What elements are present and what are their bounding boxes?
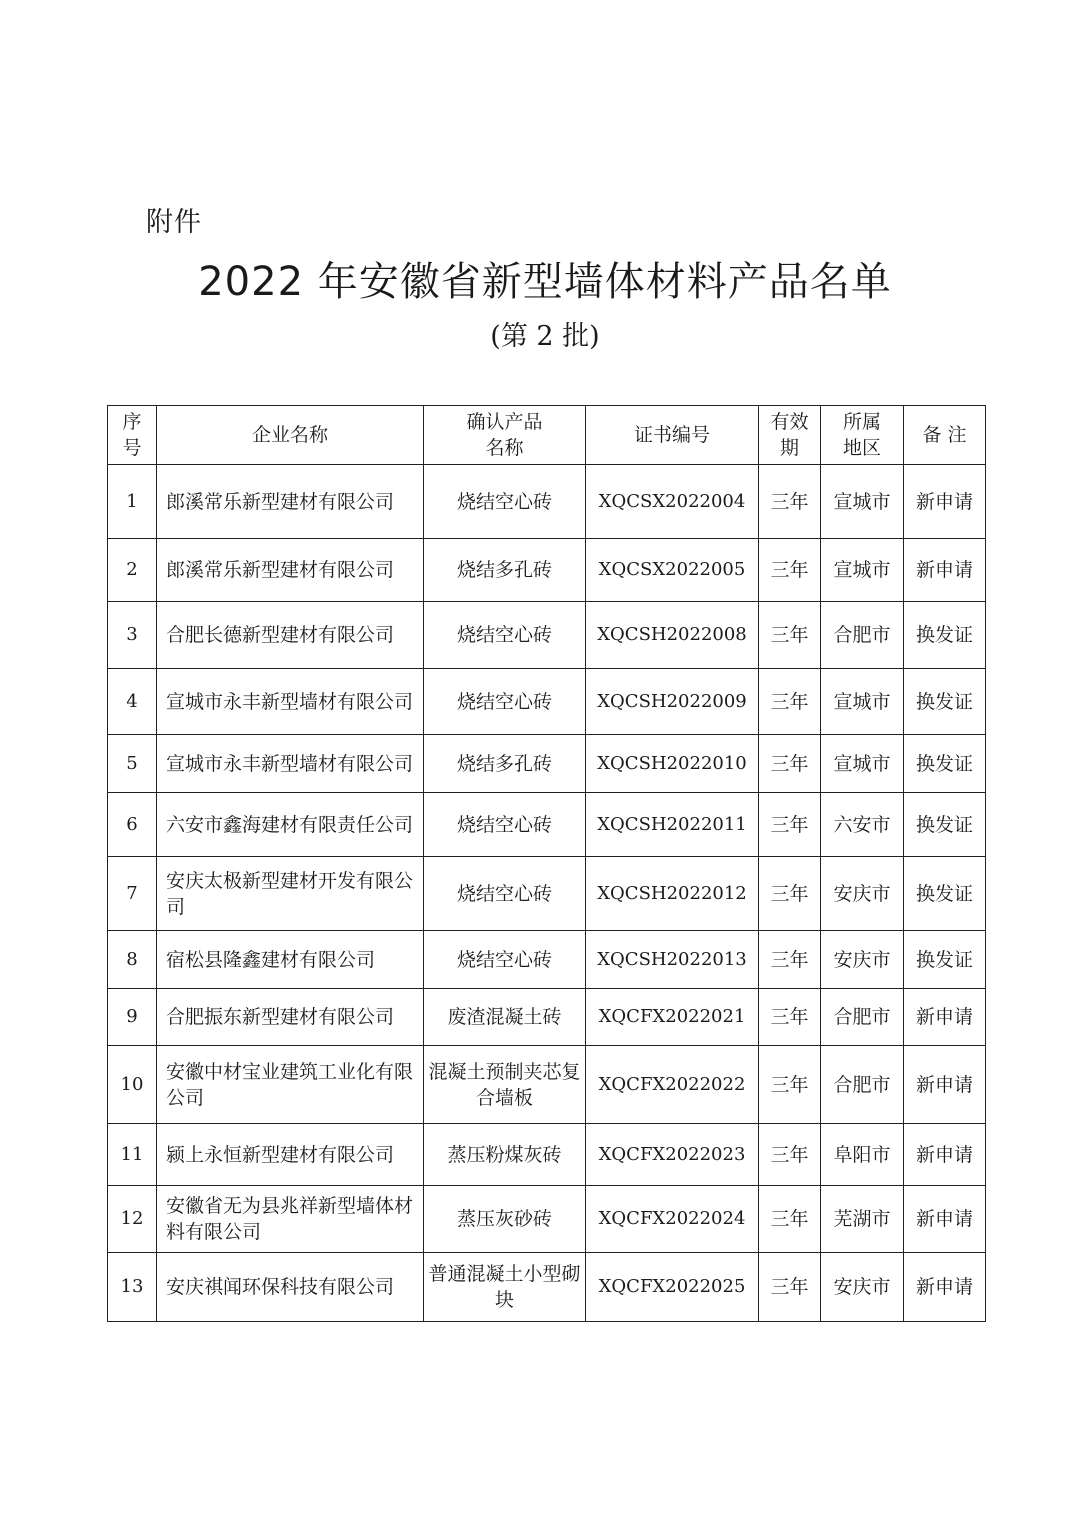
row-number: 9 xyxy=(108,989,157,1046)
table-row xyxy=(108,1124,986,1186)
product-name: 烧结空心砖 xyxy=(424,465,586,539)
product-name: 废渣混凝土砖 xyxy=(424,989,586,1046)
remark: 换发证 xyxy=(904,793,986,857)
validity-period: 三年 xyxy=(759,1186,821,1253)
validity-period: 三年 xyxy=(759,539,821,602)
certificate-number: XQCSH2022010 xyxy=(586,735,759,793)
validity-period: 三年 xyxy=(759,989,821,1046)
header-text: 有效 xyxy=(770,411,809,433)
company-name: 郎溪常乐新型建材有限公司 xyxy=(157,539,424,602)
row-number: 7 xyxy=(108,857,157,931)
validity-period: 三年 xyxy=(759,669,821,735)
row-number: 2 xyxy=(108,539,157,602)
table-row xyxy=(108,931,986,989)
region-name: 合肥市 xyxy=(821,602,904,669)
certificate-number: XQCSH2022013 xyxy=(586,931,759,989)
product-name: 烧结空心砖 xyxy=(424,931,586,989)
certificate-number: XQCSH2022008 xyxy=(586,602,759,669)
company-name: 安徽省无为县兆祥新型墙体材料有限公司 xyxy=(157,1186,424,1253)
region-name: 宣城市 xyxy=(821,539,904,602)
certificate-number: XQCFX2022021 xyxy=(586,989,759,1046)
region-name: 合肥市 xyxy=(821,1046,904,1124)
certificate-number: XQCFX2022022 xyxy=(586,1046,759,1124)
header-text: 所属 xyxy=(842,411,881,433)
region-name: 宣城市 xyxy=(821,465,904,539)
header-text: 序 xyxy=(122,411,142,433)
validity-period: 三年 xyxy=(759,793,821,857)
row-number: 11 xyxy=(108,1124,157,1186)
table-row xyxy=(108,669,986,735)
remark: 换发证 xyxy=(904,602,986,669)
remark: 换发证 xyxy=(904,931,986,989)
col-header-cert xyxy=(586,406,759,465)
col-header-validity xyxy=(759,406,821,465)
certificate-number: XQCSH2022011 xyxy=(586,793,759,857)
remark: 新申请 xyxy=(904,1124,986,1186)
col-header-no xyxy=(108,406,157,465)
region-name: 安庆市 xyxy=(821,1253,904,1322)
product-name: 混凝土预制夹芯复合墙板 xyxy=(424,1046,586,1124)
header-text: 号 xyxy=(122,437,142,459)
validity-period: 三年 xyxy=(759,465,821,539)
table-row xyxy=(108,465,986,539)
company-name: 宿松县隆鑫建材有限公司 xyxy=(157,931,424,989)
table-row xyxy=(108,793,986,857)
col-header-product xyxy=(424,406,586,465)
attachment-label: 附件 xyxy=(146,207,202,238)
company-name: 合肥振东新型建材有限公司 xyxy=(157,989,424,1046)
table-row xyxy=(108,539,986,602)
remark: 换发证 xyxy=(904,669,986,735)
certificate-number: XQCFX2022025 xyxy=(586,1253,759,1322)
header-text: 证书编号 xyxy=(633,424,710,446)
row-number: 1 xyxy=(108,465,157,539)
header-text: 地区 xyxy=(842,437,881,459)
remark: 新申请 xyxy=(904,539,986,602)
row-number: 12 xyxy=(108,1186,157,1253)
company-name: 宣城市永丰新型墙材有限公司 xyxy=(157,735,424,793)
remark: 新申请 xyxy=(904,989,986,1046)
remark: 新申请 xyxy=(904,465,986,539)
certificate-number: XQCSX2022005 xyxy=(586,539,759,602)
company-name: 安徽中材宝业建筑工业化有限公司 xyxy=(157,1046,424,1124)
header-text: 备 注 xyxy=(922,424,967,446)
region-name: 阜阳市 xyxy=(821,1124,904,1186)
company-name: 郎溪常乐新型建材有限公司 xyxy=(157,465,424,539)
region-name: 安庆市 xyxy=(821,857,904,931)
header-text: 期 xyxy=(779,437,799,459)
table-row xyxy=(108,1046,986,1124)
table-row xyxy=(108,1253,986,1322)
certificate-number: XQCSH2022009 xyxy=(586,669,759,735)
product-name: 烧结空心砖 xyxy=(424,669,586,735)
table-header-row xyxy=(108,406,986,465)
company-name: 安庆太极新型建材开发有限公司 xyxy=(157,857,424,931)
header-text: 确认产品 xyxy=(466,411,543,433)
row-number: 6 xyxy=(108,793,157,857)
region-name: 合肥市 xyxy=(821,989,904,1046)
remark: 新申请 xyxy=(904,1046,986,1124)
table-row xyxy=(108,989,986,1046)
company-name: 宣城市永丰新型墙材有限公司 xyxy=(157,669,424,735)
company-name: 颍上永恒新型建材有限公司 xyxy=(157,1124,424,1186)
header-text: 企业名称 xyxy=(251,424,328,446)
table-row xyxy=(108,1186,986,1253)
region-name: 宣城市 xyxy=(821,735,904,793)
validity-period: 三年 xyxy=(759,1046,821,1124)
region-name: 安庆市 xyxy=(821,931,904,989)
product-name: 普通混凝土小型砌块 xyxy=(424,1253,586,1322)
col-header-note xyxy=(904,406,986,465)
col-header-company xyxy=(157,406,424,465)
row-number: 10 xyxy=(108,1046,157,1124)
remark: 新申请 xyxy=(904,1253,986,1322)
table-row xyxy=(108,857,986,931)
row-number: 4 xyxy=(108,669,157,735)
validity-period: 三年 xyxy=(759,1253,821,1322)
validity-period: 三年 xyxy=(759,931,821,989)
product-name: 烧结多孔砖 xyxy=(424,735,586,793)
validity-period: 三年 xyxy=(759,735,821,793)
page-title: 2022 年安徽省新型墙体材料产品名单 xyxy=(198,259,892,305)
region-name: 六安市 xyxy=(821,793,904,857)
remark: 换发证 xyxy=(904,735,986,793)
validity-period: 三年 xyxy=(759,602,821,669)
table-row xyxy=(108,735,986,793)
header-text: 名称 xyxy=(485,437,524,459)
validity-period: 三年 xyxy=(759,1124,821,1186)
product-name: 烧结空心砖 xyxy=(424,793,586,857)
validity-period: 三年 xyxy=(759,857,821,931)
certificate-number: XQCFX2022023 xyxy=(586,1124,759,1186)
row-number: 13 xyxy=(108,1253,157,1322)
batch-subtitle: (第 2 批) xyxy=(490,321,600,352)
remark: 换发证 xyxy=(904,857,986,931)
certificate-number: XQCSH2022012 xyxy=(586,857,759,931)
certificate-number: XQCFX2022024 xyxy=(586,1186,759,1253)
company-name: 六安市鑫海建材有限责任公司 xyxy=(157,793,424,857)
remark: 新申请 xyxy=(904,1186,986,1253)
product-name: 烧结多孔砖 xyxy=(424,539,586,602)
region-name: 宣城市 xyxy=(821,669,904,735)
product-list-table xyxy=(107,405,986,1322)
product-name: 蒸压灰砂砖 xyxy=(424,1186,586,1253)
company-name: 安庆祺闻环保科技有限公司 xyxy=(157,1253,424,1322)
table-row xyxy=(108,602,986,669)
col-header-region xyxy=(821,406,904,465)
row-number: 3 xyxy=(108,602,157,669)
product-name: 蒸压粉煤灰砖 xyxy=(424,1124,586,1186)
product-name: 烧结空心砖 xyxy=(424,857,586,931)
region-name: 芜湖市 xyxy=(821,1186,904,1253)
row-number: 8 xyxy=(108,931,157,989)
company-name: 合肥长德新型建材有限公司 xyxy=(157,602,424,669)
table-body xyxy=(108,465,986,1322)
row-number: 5 xyxy=(108,735,157,793)
product-name: 烧结空心砖 xyxy=(424,602,586,669)
certificate-number: XQCSX2022004 xyxy=(586,465,759,539)
